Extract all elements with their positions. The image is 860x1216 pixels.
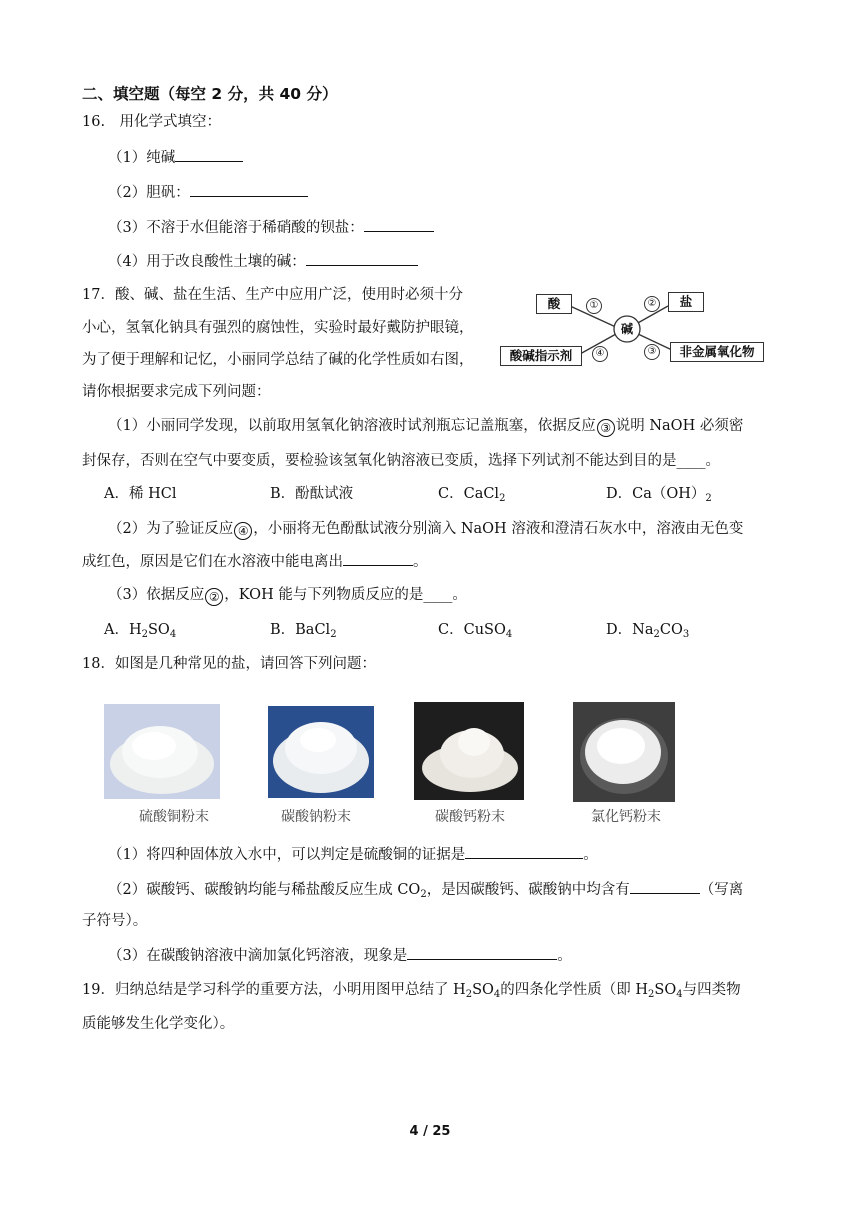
caption-calcium-chloride: 氯化钙粉末 xyxy=(591,809,661,825)
sodium-carbonate-powder-photo xyxy=(268,706,374,798)
diagram-number-1: ① xyxy=(586,298,602,314)
option-c[interactable]: C．CaCl$_2$ xyxy=(438,486,506,504)
answer-blank[interactable] xyxy=(175,147,243,162)
answer-blank[interactable] xyxy=(407,945,557,960)
q18-part2-line2: 子符号）。 xyxy=(82,913,148,929)
answer-blank[interactable] xyxy=(465,844,583,859)
reaction-3-marker: ③ xyxy=(597,419,615,437)
option-d[interactable]: D．$Ca(OH)_2$ xyxy=(606,486,712,504)
q18-part3: （3）在碳酸钠溶液中滴加氯化钙溶液，现象是 。 xyxy=(108,945,572,966)
calcium-chloride-powder-photo xyxy=(573,702,675,802)
base-properties-diagram xyxy=(500,284,770,374)
q17-sub2-line2: 成红色，原因是它们在水溶液中能电离出 。 xyxy=(82,551,428,572)
option-c[interactable]: C．CuSO$_4$ xyxy=(438,622,513,640)
option-d[interactable]: D．$Na_2CO_3$ xyxy=(606,622,690,640)
diagram-box-indicator: 酸碱指示剂 xyxy=(500,346,582,366)
diagram-box-salt: 盐 xyxy=(668,292,704,312)
caption-calcium-carbonate: 碳酸钙粉末 xyxy=(435,809,505,825)
answer-blank[interactable] xyxy=(343,551,413,566)
q16-part2: （2）胆矾： xyxy=(108,182,308,203)
q18-stem: 18．如图是几种常见的盐，请回答下列问题： xyxy=(82,656,376,672)
page-number: 4 / 25 xyxy=(409,1124,451,1139)
answer-blank[interactable] xyxy=(630,879,700,894)
q16-stem: 16. 用化学式填空： xyxy=(82,114,222,130)
q16-part3: （3）不溶于水但能溶于稀硝酸的钡盐： xyxy=(108,217,434,238)
option-b[interactable]: B．酚酞试液 xyxy=(270,486,354,502)
q19-line2: 质能够发生化学变化）。 xyxy=(82,1016,235,1032)
copper-sulfate-powder-photo xyxy=(104,704,220,799)
answer-blank[interactable] xyxy=(190,182,308,197)
q18-part2-line1: （2）碳酸钙、碳酸钠均能与稀盐酸反应生成 $CO_2$，是因碳酸钙、碳酸钠中均含有 （写离 xyxy=(108,879,743,900)
q18-part1: （1）将四种固体放入水中，可以判定是硫酸铜的证据是 。 xyxy=(108,844,598,865)
option-a[interactable]: A．$H_2SO_4$ xyxy=(104,622,177,640)
q17-sub3: （3）依据反应 ② ，KOH 能与下列物质反应的是____。 xyxy=(108,587,467,604)
diagram-center-base: 碱 xyxy=(620,322,633,336)
diagram-box-oxide: 非金属氧化物 xyxy=(670,342,764,362)
q17-line4: 请你根据要求完成下列问题： xyxy=(82,384,271,400)
answer-blank[interactable] xyxy=(306,251,418,266)
diagram-number-4: ④ xyxy=(592,346,608,362)
q16-part1: （1）纯碱 xyxy=(108,147,243,168)
caption-sodium-carbonate: 碳酸钠粉末 xyxy=(281,809,351,825)
diagram-box-acid: 酸 xyxy=(536,294,572,314)
q17-sub1-line1: （1）小丽同学发现，以前取用氢氧化钠溶液时试剂瓶忘记盖瓶塞，依据反应 ③ 说明 NaOH 必须密 xyxy=(108,418,744,435)
q17-sub1-line2: 封保存，否则在空气中要变质，要检验该氢氧化钠溶液已变质，选择下列试剂不能达到目的是____。 xyxy=(82,453,720,469)
q17-line1: 17．酸、碱、盐在生活、生产中应用广泛，使用时必须十分 xyxy=(82,287,463,303)
section-title: 二、填空题（每空 2 分，共 40 分） xyxy=(82,85,338,103)
diagram-number-3: ③ xyxy=(644,344,660,360)
q19-line1: 19．归纳总结是学习科学的重要方法，小明用图甲总结了 $H_2SO_4$的四条化学性质（即 $H_2SO_4$与四类物 xyxy=(82,982,741,1000)
reaction-4-marker: ④ xyxy=(234,522,252,540)
option-b[interactable]: B．BaCl$_2$ xyxy=(270,622,337,640)
q16-part4: （4）用于改良酸性土壤的碱： xyxy=(108,251,418,272)
caption-copper-sulfate: 硫酸铜粉末 xyxy=(139,809,209,825)
reaction-2-marker: ② xyxy=(205,588,223,606)
q17-sub2-line1: （2）为了验证反应 ④ ，小丽将无色酚酞试液分别滴入 NaOH 溶液和澄清石灰水中，溶液由无色变 xyxy=(108,521,744,538)
q17-line2: 小心，氢氧化钠具有强烈的腐蚀性，实验时最好戴防护眼镜， xyxy=(82,320,474,336)
diagram-number-2: ② xyxy=(644,296,660,312)
q17-line3: 为了便于理解和记忆，小丽同学总结了碱的化学性质如右图， xyxy=(82,352,474,368)
calcium-carbonate-powder-photo xyxy=(414,702,524,800)
answer-blank[interactable] xyxy=(364,217,434,232)
option-a[interactable]: A．稀 HCl xyxy=(104,486,177,502)
